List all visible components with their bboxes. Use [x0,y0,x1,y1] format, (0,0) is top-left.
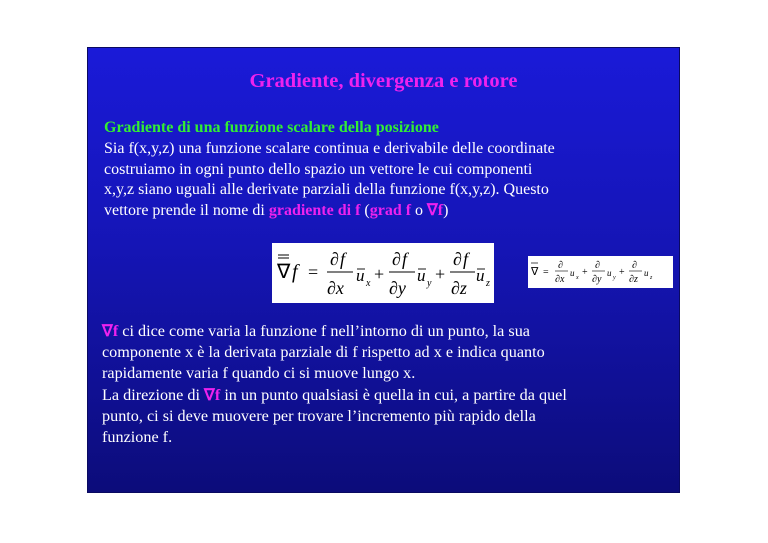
unit-vector: u [644,268,649,278]
highlight-grad-f: grad f [369,201,412,219]
equals-sign: = [543,267,549,278]
slide [88,48,679,492]
text-line: costruiamo in ogni punto dello spazio un vettore le cui componenti [104,160,533,178]
partial-symbol: ∂ [558,260,563,271]
text-fragment: ( [360,201,370,219]
subscript-x: x [576,275,579,281]
denominator-dy: ∂y [592,274,602,285]
text-fragment: o [411,201,428,219]
gradient-equation [272,243,494,303]
subscript-y: y [427,278,432,289]
unit-vector: u [417,266,426,285]
partial-symbol: ∂ [595,260,600,271]
subscript-z: z [486,278,490,289]
text-line: Sia f(x,y,z) una funzione scalare continua e derivabile delle coordinate [104,140,555,157]
function-f: f [402,249,408,269]
subscript-y: y [613,275,616,281]
unit-vector: u [570,268,575,278]
partial-symbol: ∂ [392,249,401,269]
text-fragment: ci dice come varia la funzione f nell’intorno di un punto, la sua [118,322,530,340]
plus-sign: + [619,267,625,278]
partial-symbol: ∂ [453,249,462,269]
partial-symbol: ∂ [632,260,637,271]
function-f: f [463,249,469,269]
slide-title: Gradiente, divergenza e rotore [249,70,518,92]
highlight-nabla-f: ∇f [102,322,119,340]
section-heading: Gradiente di una funzione scalare della posizione [104,119,439,136]
subscript-z: z [650,275,653,281]
function-f: f [292,261,298,283]
text-line: rapidamente varia f quando ci si muove lungo x. [102,364,416,383]
highlight-nabla-f: ∇f [427,201,444,219]
nabla-operator-equation [528,256,673,288]
explanation-paragraph [102,321,672,448]
plus-sign: + [435,264,446,284]
subscript-x: x [366,278,371,289]
denominator-dx: ∂x [327,278,344,298]
text-line: punto, ci si deve muovere per trovare l’incremento più rapido della [102,406,536,425]
text-line [102,385,672,406]
text-fragment: vettore prende il nome di [104,201,269,219]
unit-vector: u [476,266,485,285]
text-fragment: in un punto qualsiasi è quella in cui, a partire da quel [220,385,567,404]
denominator-dx: ∂x [555,274,565,285]
partial-symbol: ∂ [330,249,339,269]
text-line [104,201,674,222]
function-f: f [340,249,346,269]
text-fragment: ) [443,201,449,219]
text-line: x,y,z siano uguali alle derivate parziali della funzione f(x,y,z). Questo [104,181,549,198]
nabla-symbol: ∇ [277,261,291,283]
unit-vector: u [356,266,365,285]
text-line: componente x è la derivata parziale di f rispetto ad x e indica quanto [102,343,545,362]
intro-paragraph [104,139,674,221]
text-line [102,321,672,342]
text-line: funzione f. [102,428,173,447]
text-fragment: La direzione di [102,385,205,404]
plus-sign: + [374,264,385,284]
highlight-gradiente: gradiente di f [268,201,361,219]
unit-vector: u [607,268,612,278]
denominator-dz: ∂z [451,278,467,298]
equals-sign: = [308,262,319,282]
plus-sign: + [582,267,588,278]
nabla-symbol: ∇ [531,266,539,278]
denominator-dy: ∂y [389,278,406,298]
highlight-nabla-f: ∇f [204,385,221,404]
denominator-dz: ∂z [629,274,638,285]
